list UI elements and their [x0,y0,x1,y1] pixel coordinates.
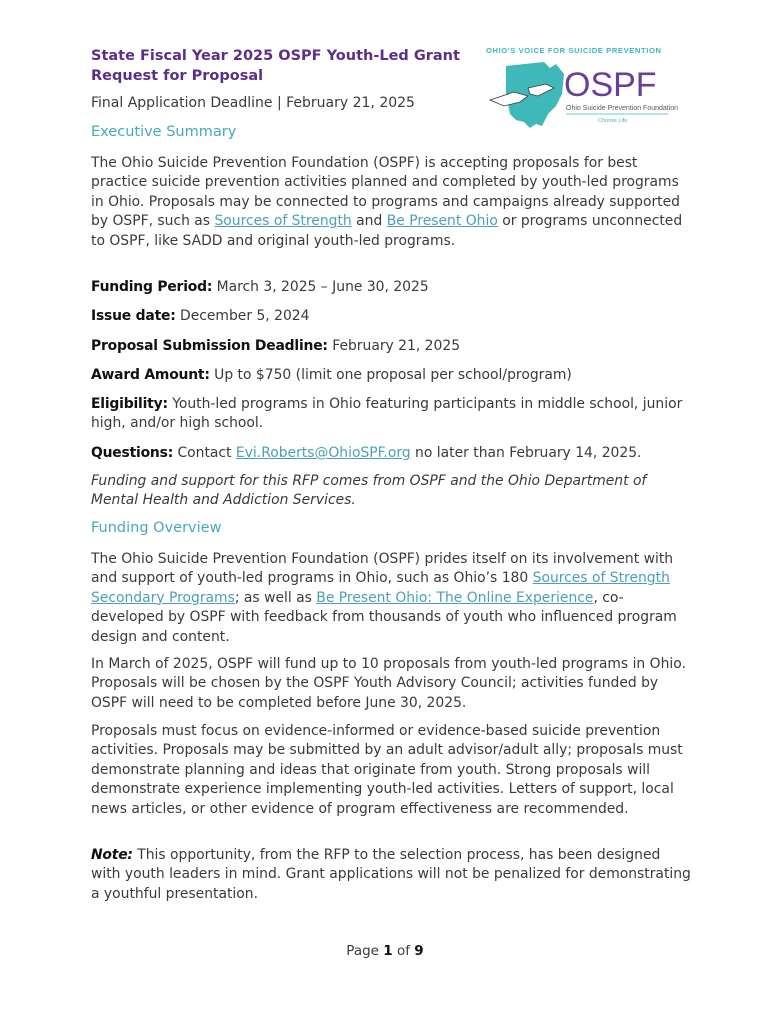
issue-date-value: December 5, 2024 [175,308,310,324]
award-amount [91,366,691,385]
funding-period [91,278,691,297]
logo-name: OSPF [564,66,657,104]
issue-date-label: Issue date: [91,308,176,324]
current-page: 1 [383,943,393,959]
funding-overview-heading: Funding Overview [91,520,222,536]
note-paragraph: Note: This opportunity, from the RFP to the selection process, has been designed with youth leaders in mind. Grant applications will not be penalized for demonstrating a youthful presentation. [91,847,691,902]
be-present-ohio-online-link[interactable]: Be Present Ohio: The Online Experience [316,589,594,606]
contact-email-link[interactable]: Evi.Roberts@OhioSPF.org [235,445,411,461]
deadline-line: Final Application Deadline | February 21, 2025 [91,95,415,111]
funding-overview-paragraph-3: Proposals must focus on evidence-informed or evidence-based suicide prevention activities. Proposals may be submitted by an adult advisor/adult ally; proposals must demonstrate planning and ideas that originate from youth. Strong proposals will demonstrate experience implementing youth-led activities. Letters of support, local news articles, or other evidence of program effectiveness are recommended. [91,723,683,817]
award-amount-value: Up to $750 (limit one proposal per school/program) [209,367,572,383]
total-pages: 9 [414,943,424,959]
funding-period-value: March 3, 2025 – June 30, 2025 [212,279,429,295]
sources-of-strength-link[interactable]: Sources of Strength [214,213,352,230]
executive-summary-heading: Executive Summary [91,124,237,140]
logo-tagline: OHIO'S VOICE FOR SUICIDE PREVENTION [486,46,662,55]
submission-deadline [91,337,691,356]
issue-date [91,307,691,326]
ospf-logo [484,44,684,130]
note-label: Note: [91,847,133,863]
questions-label: Questions: [91,445,174,461]
funding-period-label: Funding Period: [91,279,213,295]
submission-deadline-value: February 21, 2025 [327,338,461,354]
page-footer: Page 1 of 9 [346,943,424,959]
funding-overview-paragraph-1: The Ohio Suicide Prevention Foundation (OSPF) prides itself on its involvement with and support of youth-led programs in Ohio, such as Ohio’s 180 Sources of Strength Secondary Programs; as well as Be Present Ohio: The Online Experience, co-developed by OSPF with feedback from thousands of youth who influenced program design and content. [91,551,677,645]
be-present-ohio-link[interactable]: Be Present Ohio [386,213,498,230]
document-title: State Fiscal Year 2025 OSPF Youth-Led Grant Request for Proposal [91,48,460,84]
questions: Questions: Contact Evi.Roberts@OhioSPF.org no later than February 14, 2025. [91,445,642,461]
funding-note: Funding and support for this RFP comes from OSPF and the Ohio Department of Mental Health and Addiction Services. [91,473,647,509]
sources-of-strength-secondary-link[interactable]: Sources of Strength Secondary Programs [91,570,670,606]
logo-subtitle: Ohio Suicide Prevention Foundation [566,105,679,112]
funding-overview-paragraph-2: In March of 2025, OSPF will fund up to 10 proposals from youth-led programs in Ohio. Proposals will be chosen by the OSPF Youth Advisory Council; activities funded by OSPF will need to be completed before June 30, 2025. [91,656,686,711]
eligibility-value: Youth-led programs in Ohio featuring participants in middle school, junior high, and/or high school. [91,396,683,432]
eligibility [91,395,691,434]
executive-summary-paragraph: The Ohio Suicide Prevention Foundation (OSPF) is accepting proposals for best practice suicide prevention activities planned and completed by youth-led programs in Ohio. Proposals may be connected to programs and campaigns already supported by OSPF, such as Sources of Strength and Be Present Ohio or programs unconnected to OSPF, like SADD and original youth-led programs. [91,155,683,249]
logo-motto: Choose Life [598,118,628,124]
eligibility-label: Eligibility: [91,396,168,412]
award-amount-label: Award Amount: [91,367,210,383]
submission-deadline-label: Proposal Submission Deadline: [91,338,328,354]
